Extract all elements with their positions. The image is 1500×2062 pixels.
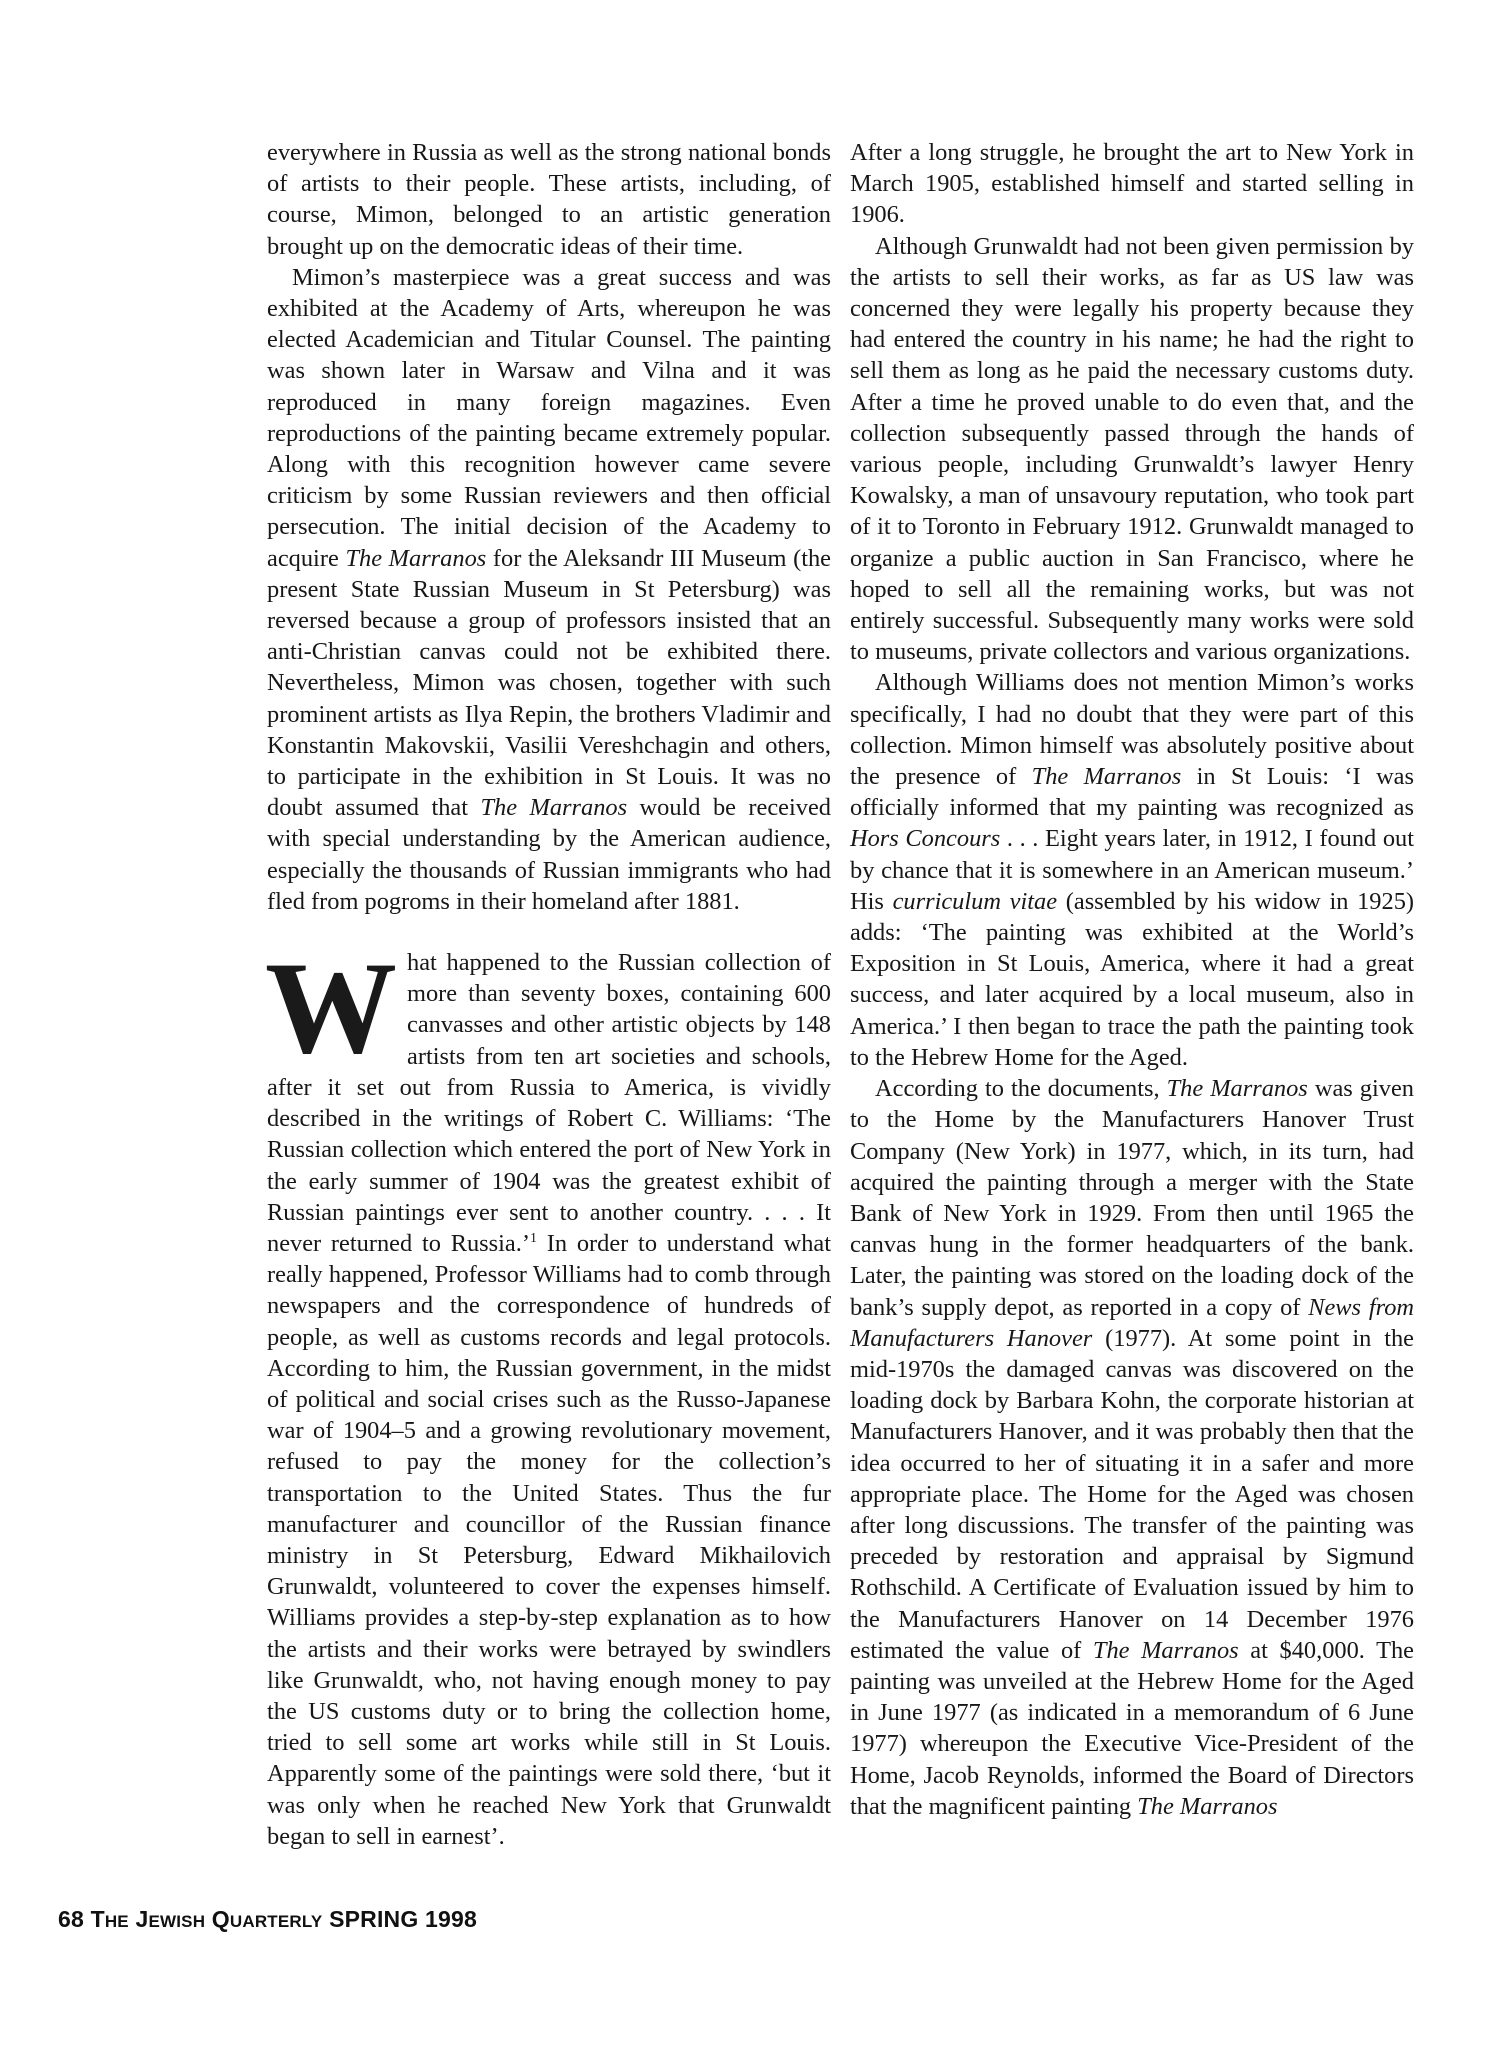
right-paragraph-1: After a long struggle, he brought the art to New York in March 1905, established himself and started selling in 1906. <box>850 139 1414 229</box>
publication-title: News from Manufacturers Hanover <box>850 1293 1414 1352</box>
right-paragraph-4: According to the documents, The Marranos was given to the Home by the Manufacturers Hanover Trust Company (New York) in 1977, which, in its turn, had acquired the painting through a merger with the State Bank of New York in 1929. From then until 1965 the canvas hung in the former headquarters of the bank. Later, the painting was stored on the loading dock of the bank’s supply depot, as reported in a copy of News from Manufacturers Hanover (1977). At some point in the mid-1970s the damaged canvas was discovered on the loading dock by Barbara Kohn, the corporate historian at Manufacturers Hanover, and it was probably then that the idea occurred to her of situating it in a safer and more appropriate place. The Home for the Aged was chosen after long discussions. The transfer of the painting was preceded by restoration and appraisal by Sigmund Rothschild. A Certificate of Evaluation issued by him to the Manufacturers Hanover on 14 December 1976 estimated the value of The Marranos at $40,000. The painting was unveiled at the Hebrew Home for the Aged in June 1977 (as indicated in a memorandum of 6 June 1977) whereupon the Executive Vice-President of the Home, Jacob Reynolds, informed the Board of Directors that the magnificent painting The Marranos <box>850 1075 1414 1820</box>
page-number: 68 <box>58 1906 84 1932</box>
title-the-marranos: The Marranos <box>1166 1075 1308 1103</box>
footnote-marker: 1 <box>529 1230 537 1246</box>
left-paragraph-1: everywhere in Russia as well as the strong national bonds of artists to their people. These artists, including, of course, Mimon, belonged to an artistic generation brought up on the democratic ideas of their time. <box>267 139 831 260</box>
left-paragraph-3: What happened to the Russian collection of more than seventy boxes, containing 600 canvasses and other artistic objects by 148 artists from ten art societies and schools, after it set out from Russia to America, is vividly described in the writings of Robert C. Williams: ‘The Russian collection which entered the port of New York in the early summer of 1904 was the greatest exhibit of Russian paintings ever sent to another country. . . . It never returned to Russia.’$^1$ In order to understand what really happened, Professor Williams had to comb through newspapers and the correspondence of hundreds of people, as well as customs records and legal protocols. According to him, the Russian government, in the midst of political and social crises such as the Russo-Japanese war of 1904–5 and a growing revolutionary movement, refused to pay the money for the collection’s transportation to the United States. Thus the fur manufacturer and councillor of the Russian finance ministry in St Petersburg, Edward Mikhailovich Grunwaldt, volunteered to cover the expenses himself. Williams provides a step-by-step explanation as to how the artists and their works were betrayed by swindlers like Grunwaldt, who, not having enough money to pay the US customs duty or to bring the collection home, tried to sell some art works while still in St Louis. Apparently some of the paintings were sold there, ‘but it was only when he reached New York that Grunwaldt began to sell in earnest’. <box>265 934 831 1850</box>
right-paragraph-3: Although Williams does not mention Mimon’s works specifically, I had no doubt that they were part of this collection. Mimon himself was absolutely positive about the presence of The Marranos in St Louis: ‘I was officially informed that my painting was recognized as Hors Concours . . . Eight years later, in 1912, I found out by chance that it is somewhere in an American museum.’ His curriculum vitae (assembled by his widow in 1925) adds: ‘The painting was exhibited at the World’s Exposition in St Louis, America, where it had a great success, and later acquired by a local museum, also in America.’ I then began to trace the path the painting took to the Hebrew Home for the Aged. <box>850 669 1415 1071</box>
title-the-marranos: The Marranos <box>480 794 628 822</box>
left-column <box>267 137 831 1852</box>
right-column <box>850 137 1414 1822</box>
drop-cap: W <box>265 934 397 1082</box>
curriculum-vitae: curriculum vitae <box>892 887 1058 915</box>
right-paragraph-2: Although Grunwaldt had not been given permission by the artists to sell their works, as far as US law was concerned they were legally his property because they had entered the country in his name; he had the right to sell them as long as he paid the necessary customs duty. After a time he proved unable to do even that, and the collection subsequently passed through the hands of various people, including Grunwaldt’s lawyer Henry Kowalsky, a man of unsavoury reputation, who took part of it to Toronto in February 1912. Grunwaldt managed to organize a public auction in San Francisco, where he hoped to sell all the remaining works, but was not entirely successful. Subsequently many works were sold to museums, private collectors and various organizations. <box>850 232 1414 666</box>
title-the-marranos: The Marranos <box>1031 763 1182 791</box>
issue-date: SPRING 1998 <box>329 1906 478 1932</box>
title-the-marranos: The Marranos <box>345 544 487 572</box>
journal-title: THE JEWISH QUARTERLY <box>90 1906 323 1932</box>
left-paragraph-2: Mimon’s masterpiece was a great success and was exhibited at the Academy of Arts, whereupon he was elected Academician and Titular Counsel. The painting was shown later in Warsaw and Vilna and it was reproduced in many foreign magazines. Even reproductions of the painting became extremely popular. Along with this recognition however came severe criticism by some Russian reviewers and then official persecution. The initial decision of the Academy to acquire The Marranos for the Aleksandr III Museum (the present State Russian Museum in St Petersburg) was reversed because a group of professors insisted that an anti-Christian canvas could not be exhibited there. Nevertheless, Mimon was chosen, together with such prominent artists as Ilya Repin, the brothers Vladimir and Konstantin Makovskii, Vasilii Vereshchagin and others, to participate in the exhibition in St Louis. It was no doubt assumed that The Marranos would be received with special understanding by the American audience, especially the thousands of Russian immigrants who had fled from pogroms in their homeland after 1881. <box>267 263 832 915</box>
title-the-marranos: The Marranos <box>1092 1636 1239 1664</box>
title-the-marranos: The Marranos <box>1137 1792 1278 1820</box>
running-footer <box>58 1906 477 1933</box>
hors-concours: Hors Concours <box>850 825 1001 853</box>
